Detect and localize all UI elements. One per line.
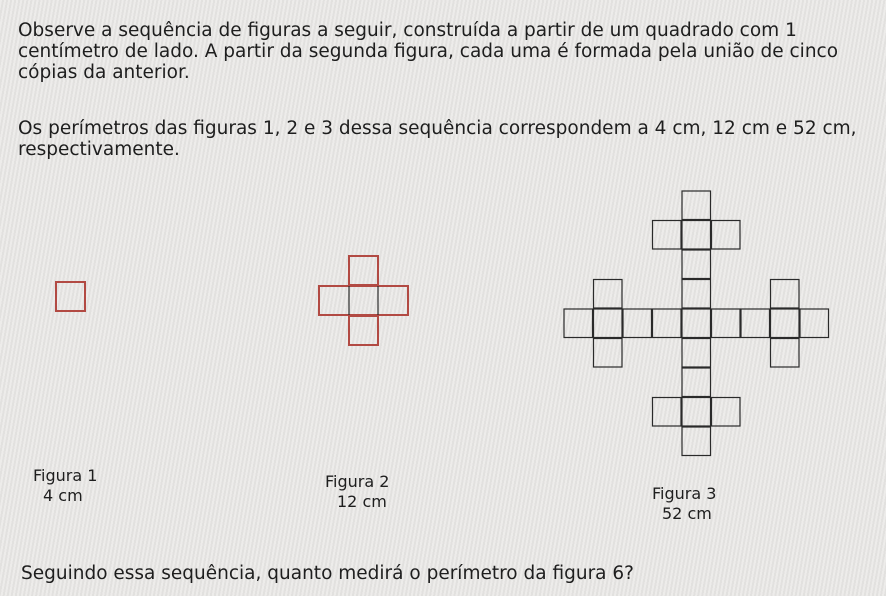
figure-1-drawing	[55, 281, 87, 313]
figure-2-name: Figura 2	[325, 472, 390, 491]
figure-1-name: Figura 1	[33, 466, 98, 485]
figure-1-label	[33, 466, 97, 506]
unit-square	[564, 309, 593, 338]
unit-square	[771, 280, 800, 309]
figure-3-drawing	[563, 190, 829, 456]
figure-3-copy	[564, 280, 652, 368]
unit-square	[653, 309, 682, 338]
figure-3-name: Figura 3	[652, 484, 717, 503]
figure-3-label	[652, 484, 716, 524]
unit-square	[682, 309, 711, 338]
figure-3-copy	[741, 280, 829, 368]
perimeter-statement: Os perímetros das figuras 1, 2 e 3 dessa sequência correspondem a 4 cm, 12 cm e 52 cm, respectivamente.	[18, 118, 857, 160]
unit-square	[682, 191, 711, 220]
unit-square	[653, 221, 682, 250]
unit-square	[594, 339, 623, 368]
unit-square	[682, 398, 711, 427]
figure-3-copy	[653, 280, 741, 368]
unit-square	[682, 368, 711, 397]
unit-square	[682, 427, 711, 456]
unit-square	[594, 309, 623, 338]
unit-square	[653, 398, 682, 427]
unit-square	[800, 309, 829, 338]
unit-square	[712, 309, 741, 338]
unit-square	[712, 398, 741, 427]
figure-2-perimeter: 12 cm	[337, 492, 387, 511]
figure-3-copy	[653, 191, 741, 279]
question: Seguindo essa sequência, quanto medirá o perímetro da figura 6?	[21, 563, 634, 584]
figure-2-drawing	[318, 255, 410, 347]
unit-square	[682, 221, 711, 250]
unit-square	[594, 280, 623, 309]
unit-square	[771, 309, 800, 338]
figure-3-copy	[653, 368, 741, 456]
unit-square	[712, 221, 741, 250]
unit-square	[682, 280, 711, 309]
unit-square	[741, 309, 770, 338]
figure-1-perimeter: 4 cm	[43, 486, 83, 505]
unit-square	[623, 309, 652, 338]
problem-statement: Observe a sequência de figuras a seguir, construída a partir de um quadrado com 1 centímetro de lado. A partir da segunda figura, cada uma é formada pela união de cinco cópias da anterior.	[18, 20, 839, 83]
unit-square	[682, 339, 711, 368]
figure-3-perimeter: 52 cm	[662, 504, 712, 523]
figure-2-label	[325, 472, 389, 512]
unit-square	[682, 250, 711, 279]
unit-square	[771, 339, 800, 368]
